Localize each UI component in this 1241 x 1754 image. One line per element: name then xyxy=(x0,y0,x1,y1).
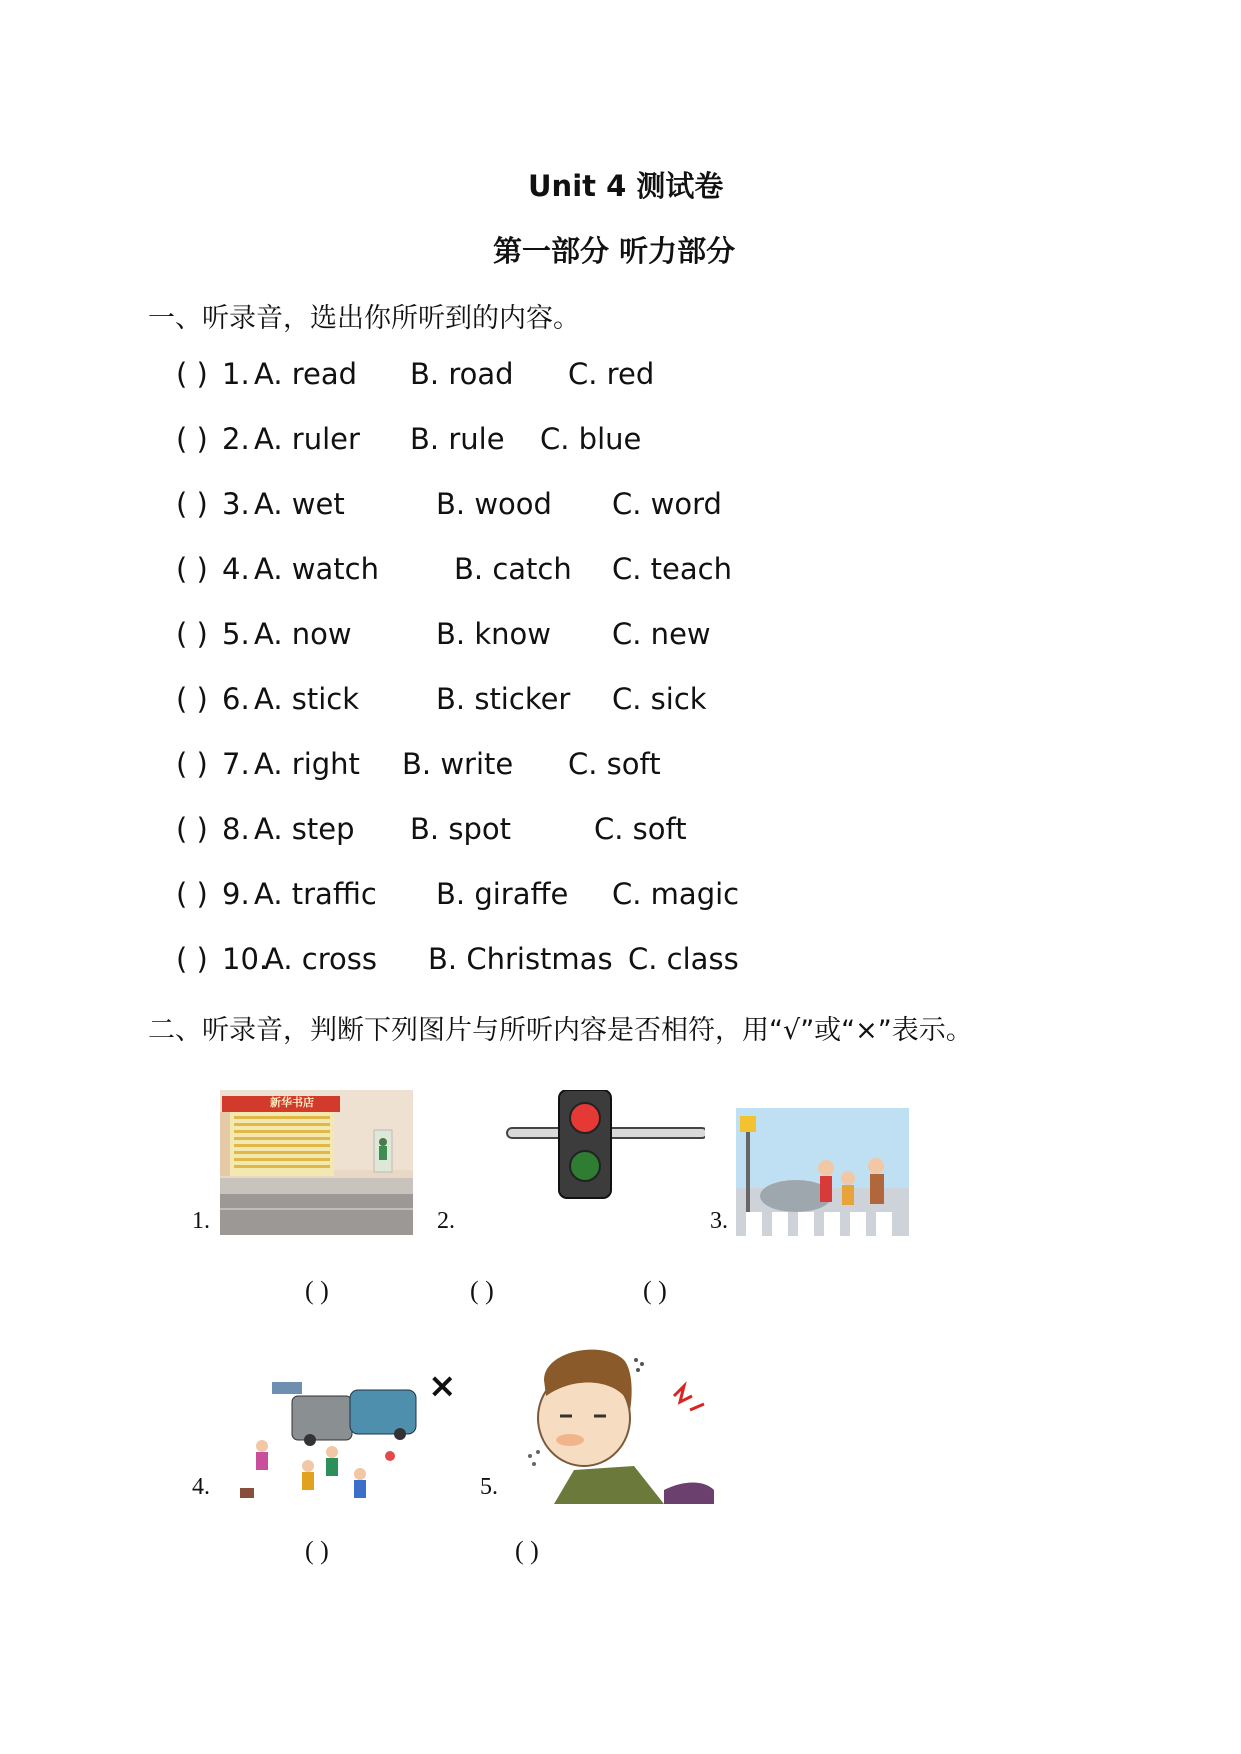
answer-bracket[interactable]: ( ) xyxy=(176,617,208,651)
option-b: B. wood xyxy=(436,487,552,521)
option-b: B. giraffe xyxy=(436,877,569,911)
option-a: A. traffic xyxy=(254,877,377,911)
question-row xyxy=(176,422,1076,462)
cross-mark: × xyxy=(428,1366,457,1406)
question-number: 2. xyxy=(222,422,250,456)
option-a: A. wet xyxy=(254,487,345,521)
bookstore-sign-text: 新华书店 xyxy=(270,1096,314,1109)
option-b: B. write xyxy=(402,747,514,781)
answer-bracket[interactable]: ( ) xyxy=(176,942,208,976)
answer-parens[interactable]: ( ) xyxy=(470,1276,494,1305)
answer-parens[interactable]: ( ) xyxy=(515,1536,539,1565)
option-a: A. stick xyxy=(254,682,360,716)
answer-bracket[interactable]: ( ) xyxy=(176,357,208,391)
question-row xyxy=(176,812,1076,852)
answer-parens[interactable]: ( ) xyxy=(305,1276,329,1305)
option-b: B. Christmas xyxy=(428,942,613,976)
option-b: B. know xyxy=(436,617,551,651)
section1-heading: 一、听录音，选出你所听到的内容。 xyxy=(148,303,580,334)
question-row xyxy=(176,357,1076,397)
bookstore-street-picture xyxy=(220,1090,413,1235)
question-number: 9. xyxy=(222,877,250,911)
question-row xyxy=(176,877,1076,917)
option-c: C. teach xyxy=(612,552,732,586)
answer-bracket[interactable]: ( ) xyxy=(176,487,208,521)
question-number: 8. xyxy=(222,812,250,846)
question-row xyxy=(176,487,1076,527)
sick-boy-picture xyxy=(514,1340,714,1504)
picture-number: 2. xyxy=(437,1208,455,1234)
option-c: C. word xyxy=(612,487,722,521)
question-number: 3. xyxy=(222,487,250,521)
option-b: B. rule xyxy=(410,422,505,456)
option-a: A. ruler xyxy=(254,422,360,456)
page-title: Unit 4 测试卷 xyxy=(528,169,724,203)
option-c: C. new xyxy=(612,617,711,651)
answer-bracket[interactable]: ( ) xyxy=(176,877,208,911)
answer-bracket[interactable]: ( ) xyxy=(176,812,208,846)
question-number: 5. xyxy=(222,617,250,651)
question-number: 1. xyxy=(222,357,250,391)
option-b: B. sticker xyxy=(436,682,571,716)
answer-parens[interactable]: ( ) xyxy=(643,1276,667,1305)
question-row xyxy=(176,942,1076,982)
answer-parens[interactable]: ( ) xyxy=(305,1536,329,1565)
question-row xyxy=(176,682,1076,722)
crosswalk-picture xyxy=(736,1108,909,1236)
question-number: 10. xyxy=(222,942,269,976)
option-a: A. now xyxy=(254,617,352,651)
option-c: C. class xyxy=(628,942,739,976)
option-a: A. watch xyxy=(254,552,379,586)
option-a: A. cross xyxy=(264,942,377,976)
option-b: B. catch xyxy=(454,552,572,586)
option-c: C. magic xyxy=(612,877,740,911)
option-a: A. read xyxy=(254,357,358,391)
question-number: 6. xyxy=(222,682,250,716)
option-b: B. spot xyxy=(410,812,511,846)
option-a: A. right xyxy=(254,747,360,781)
option-c: C. blue xyxy=(540,422,642,456)
question-row xyxy=(176,552,1076,592)
option-c: C. sick xyxy=(612,682,707,716)
picture-number: 5. xyxy=(480,1474,498,1500)
answer-bracket[interactable]: ( ) xyxy=(176,422,208,456)
question-number: 4. xyxy=(222,552,250,586)
question-row xyxy=(176,747,1076,787)
option-b: B. road xyxy=(410,357,514,391)
question-number: 7. xyxy=(222,747,250,781)
picture-number: 4. xyxy=(192,1474,210,1500)
answer-bracket[interactable]: ( ) xyxy=(176,682,208,716)
option-c: C. red xyxy=(568,357,655,391)
traffic-light-picture xyxy=(505,1090,705,1202)
option-a: A. step xyxy=(254,812,355,846)
question-row xyxy=(176,617,1076,657)
part-title: 第一部分 听力部分 xyxy=(493,234,736,268)
picture-number: 1. xyxy=(192,1208,210,1234)
option-c: C. soft xyxy=(568,747,661,781)
answer-bracket[interactable]: ( ) xyxy=(176,747,208,781)
option-c: C. soft xyxy=(594,812,687,846)
section2-heading: 二、听录音，判断下列图片与所听内容是否相符，用“√”或“×”表示。 xyxy=(148,1015,973,1046)
picture-number: 3. xyxy=(710,1208,728,1234)
answer-bracket[interactable]: ( ) xyxy=(176,552,208,586)
